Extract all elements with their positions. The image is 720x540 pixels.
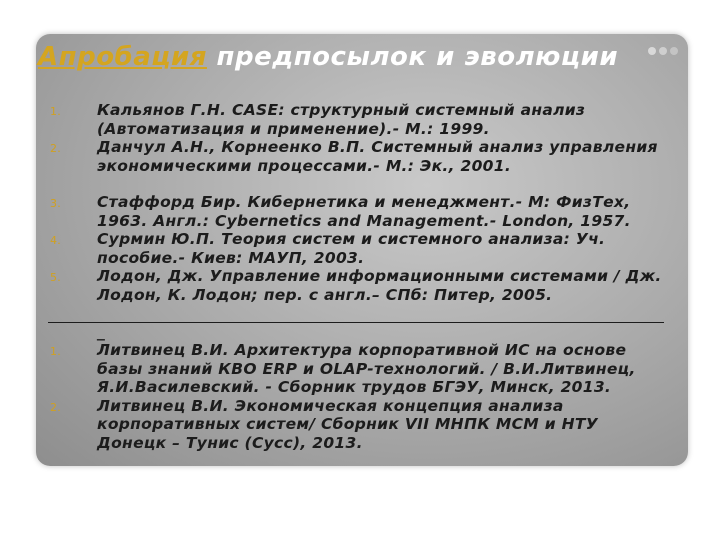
title-accent-word: Апробация xyxy=(38,42,207,72)
slide-title xyxy=(38,42,618,72)
item-number: 4. xyxy=(50,234,62,247)
list-item xyxy=(50,267,670,304)
list-item xyxy=(50,138,670,175)
item-text: Сурмин Ю.П. Теория систем и системного анализа: Уч. пособие.- Киев: МАУП, 2003. xyxy=(97,230,606,267)
reference-list xyxy=(50,101,670,452)
separator-tail: _ xyxy=(97,323,106,341)
item-number: 2. xyxy=(50,400,62,414)
item-text: Лодон, Дж. Управление информационными системами / Дж. Лодон, К. Лодон; пер. с англ.– СПб: Питер, 2005. xyxy=(97,267,662,304)
item-number: 3. xyxy=(50,197,62,210)
list-item xyxy=(50,397,670,453)
item-text: Стаффорд Бир. Кибернетика и менеджмент.- М: ФизТех, 1963. Англ.: Cybernetics and Management.- London, 1957. xyxy=(97,193,631,230)
list-item xyxy=(50,101,670,138)
list-item xyxy=(50,230,670,267)
list-item xyxy=(50,341,670,397)
item-number: 1. xyxy=(50,345,62,358)
item-number: 1. xyxy=(50,105,62,118)
item-text: Литвинец В.И. Экономическая концепция анализа корпоративных систем/ Сборник VII МНПК МСМ и НТУ Донецк – Тунис (Сусс), 2013. xyxy=(97,396,598,452)
item-text: Кальянов Г.Н. CASE: структурный системный анализ (Автоматизация и применение).- М.: 1999. xyxy=(97,101,586,138)
item-number: 5. xyxy=(50,271,62,284)
item-number: 2. xyxy=(50,142,62,155)
separator-line xyxy=(48,304,664,323)
list-item xyxy=(50,193,670,230)
item-text: Данчул А.Н., Корнеенко В.П. Системный анализ управления экономическими процессами.- М.: Эк., 2001. xyxy=(97,138,658,175)
item-text: Литвинец В.И. Архитектура корпоративной ИС на основе базы знаний КВО ERP и OLAP-технологий. / В.И.Литвинец, Я.И.Василевский. - Сборник трудов БГЭУ, Минск, 2013. xyxy=(97,341,636,396)
spacer xyxy=(50,175,670,193)
corner-decoration xyxy=(645,40,678,59)
title-rest: предпосылок и эволюции xyxy=(206,42,619,72)
